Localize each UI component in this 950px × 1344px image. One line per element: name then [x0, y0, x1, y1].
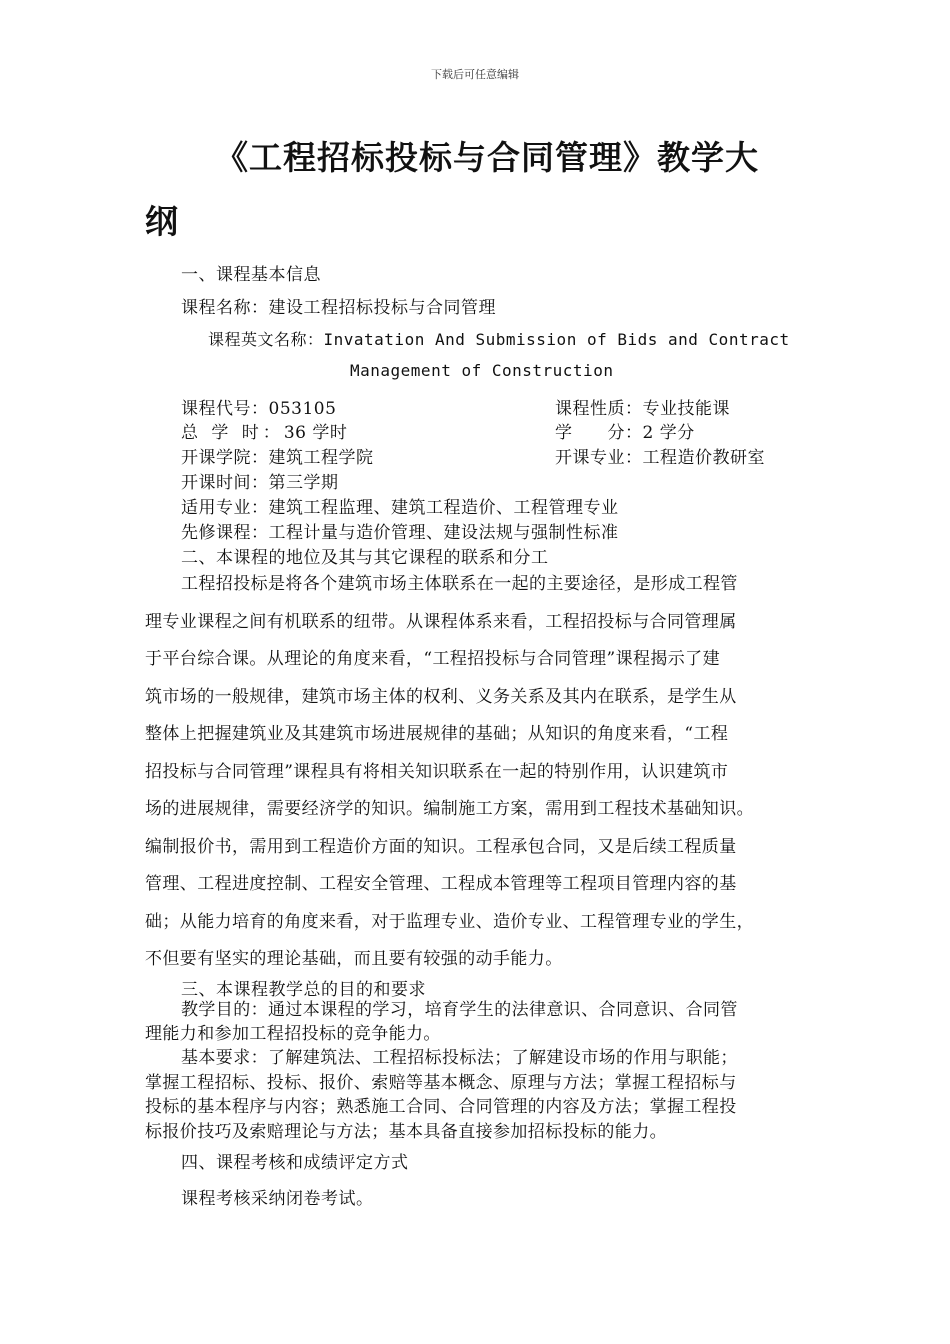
course-time: 开课时间：第三学期: [181, 473, 339, 493]
paragraph-line: 基本要求：了解建筑法、工程招标投标法；了解建设市场的作用与职能；: [181, 1048, 738, 1068]
paragraph-line: 编制报价书，需用到工程造价方面的知识。工程承包合同，又是后续工程质量: [145, 836, 737, 857]
section2-heading: 二、本课程的地位及其与其它课程的联系和分工: [181, 548, 549, 568]
course-name: 课程名称：建设工程招标投标与合同管理: [181, 298, 496, 318]
course-major: 开课专业：工程造价教研室: [555, 448, 765, 468]
section3-requirements: [145, 1046, 805, 1144]
paragraph-line: 于平台综合课。从理论的角度来看，“工程招投标与合同管理”课程揭示了建: [145, 649, 720, 669]
section4-heading: 四、课程考核和成绩评定方式: [181, 1153, 409, 1173]
document-title-line1: 《工程招标投标与合同管理》教学大: [215, 138, 759, 177]
section1-heading: 一、课程基本信息: [181, 265, 321, 285]
course-credit-value: 2 学分: [642, 423, 695, 443]
paragraph-line: 管理、工程进度控制、工程安全管理、工程成本管理等工程项目管理内容的基: [145, 874, 737, 894]
course-hours-value: 36 学时: [283, 423, 348, 443]
course-credit-label: 学 分：: [555, 423, 643, 443]
section4-body: 课程考核采纳闭卷考试。: [181, 1189, 374, 1209]
paragraph-line: 理专业课程之间有机联系的纽带。从课程体系来看，工程招投标与合同管理属: [145, 611, 737, 632]
section3-purpose: [145, 998, 805, 1046]
paragraph-line: 标报价技巧及索赔理论与方法；基本具备直接参加招标投标的能力。: [145, 1121, 667, 1142]
document-title-line2: 纲: [145, 202, 179, 241]
paragraph-line: 招投标与合同管理”课程具有将相关知识联系在一起的特别作用，认识建筑市: [145, 761, 729, 782]
course-credit: [555, 418, 695, 443]
course-code: 课程代号：053105: [181, 399, 337, 419]
paragraph-line: 场的进展规律，需要经济学的知识。编制施工方案，需用到工程技术基础知识。: [145, 799, 754, 819]
course-english-name-line1: 课程英文名称：Invatation And Submission of Bids and Contract: [208, 330, 790, 349]
paragraph-line: 整体上把握建筑业及其建筑市场进展规律的基础；从知识的角度来看，“工程: [145, 724, 729, 744]
course-nature: 课程性质：专业技能课: [555, 399, 730, 419]
paragraph-line: 掌握工程招标、投标、报价、索赔等基本概念、原理与方法；掌握工程招标与: [145, 1072, 737, 1093]
paragraph-line: 工程招投标是将各个建筑市场主体联系在一起的主要途径，是形成工程管: [181, 574, 738, 594]
paragraph-line: 投标的基本程序与内容；熟悉施工合同、合同管理的内容及方法；掌握工程投: [145, 1097, 737, 1117]
section2-paragraph: [145, 566, 805, 979]
paragraph-line: 不但要有坚实的理论基础，而且要有较强的动手能力。: [145, 949, 563, 969]
paragraph-line: 教学目的：通过本课程的学习，培育学生的法律意识、合同意识、合同管: [181, 1000, 738, 1020]
paragraph-line: 筑市场的一般规律，建筑市场主体的权利、义务关系及其内在联系，是学生从: [145, 686, 737, 707]
section3-heading: 三、本课程教学总的目的和要求: [181, 980, 426, 1000]
course-hours: [181, 418, 347, 443]
paragraph-line: 理能力和参加工程招投标的竞争能力。: [145, 1024, 441, 1044]
header-note: 下载后可任意编辑: [431, 68, 519, 81]
course-hours-label: 总 学 时：: [181, 423, 284, 443]
course-prerequisite: 先修课程：工程计量与造价管理、建设法规与强制性标准: [181, 523, 619, 543]
course-college: 开课学院：建筑工程学院: [181, 448, 374, 468]
course-english-name-line2: Management of Construction: [350, 361, 614, 380]
paragraph-line: 础；从能力培育的角度来看，对于监理专业、造价专业、工程管理专业的学生，: [145, 911, 754, 932]
course-applicable: 适用专业：建筑工程监理、建筑工程造价、工程管理专业: [181, 498, 619, 518]
